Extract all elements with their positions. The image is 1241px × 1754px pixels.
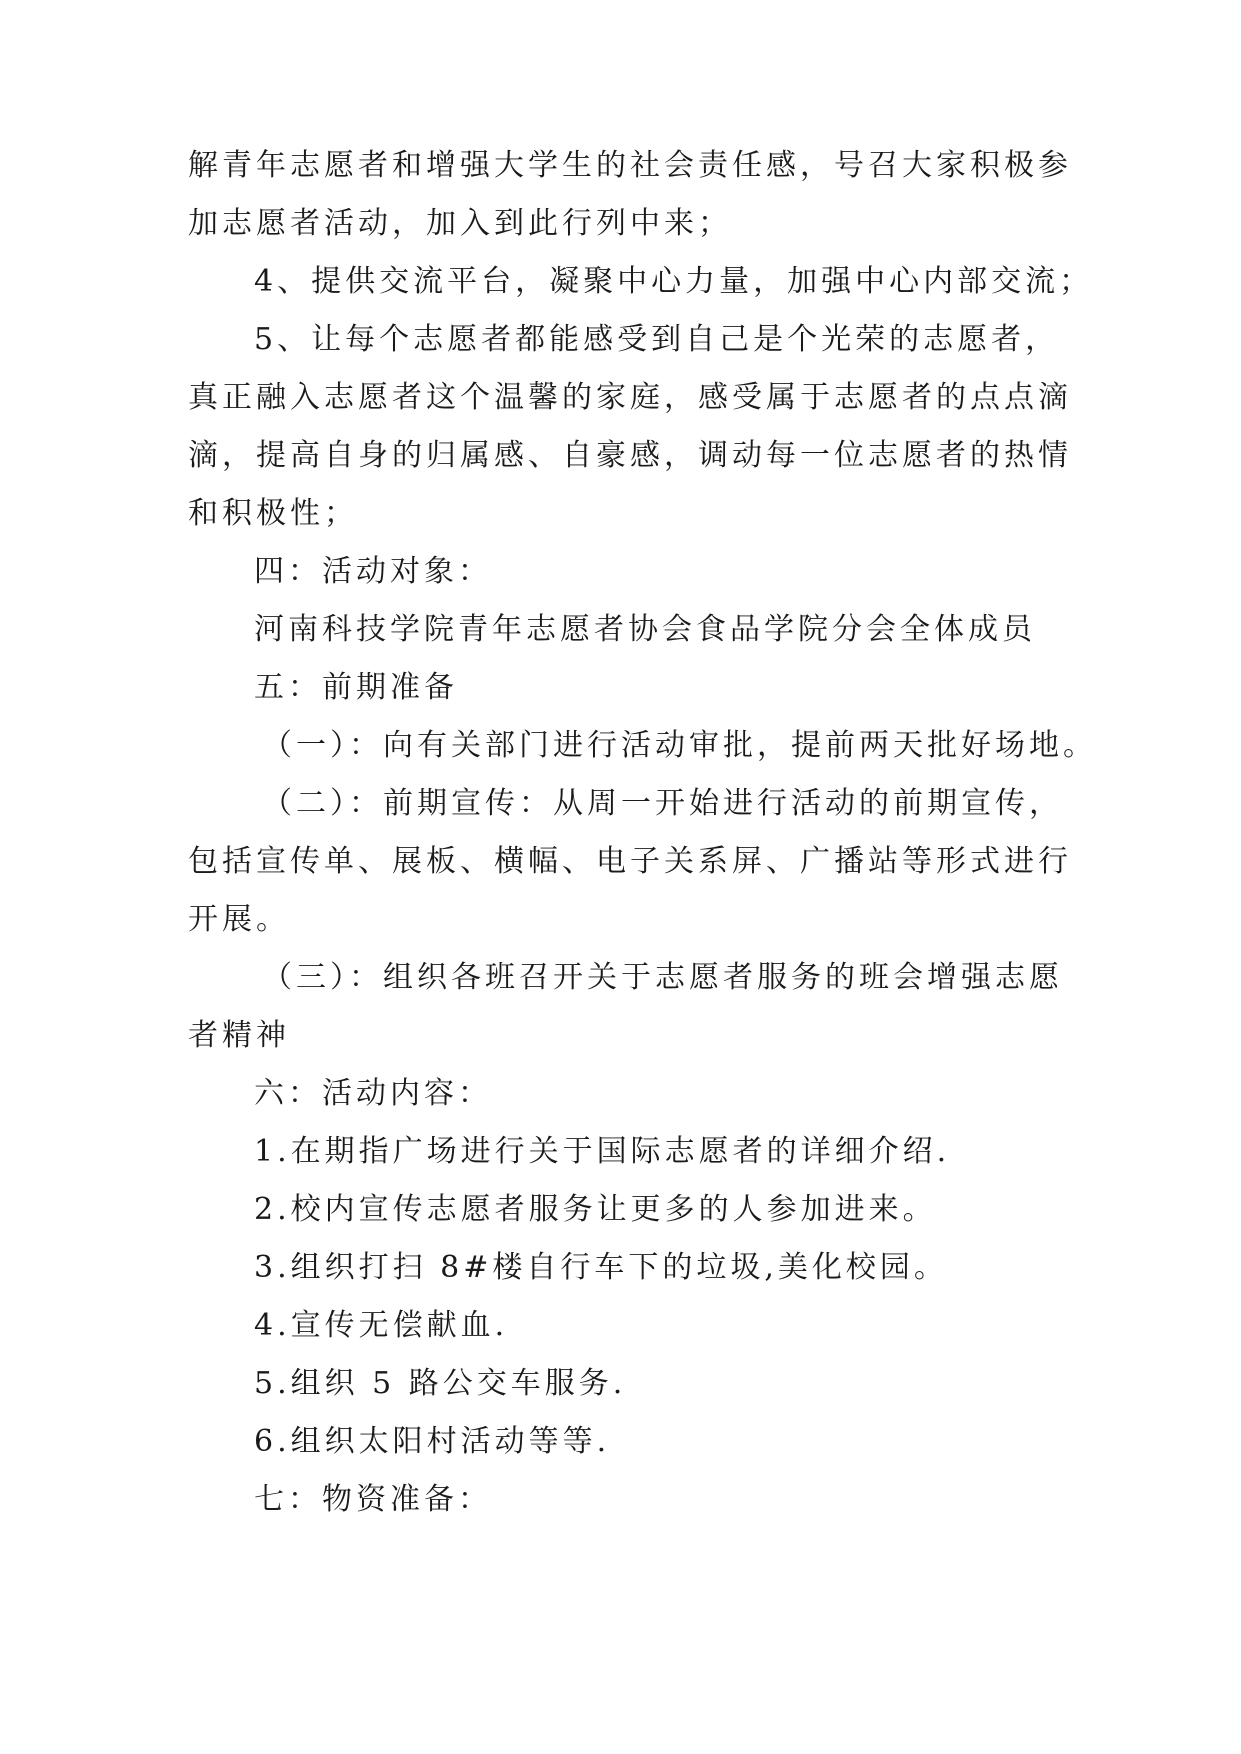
section-heading-5: 五：前期准备 bbox=[254, 670, 458, 705]
paragraph-line: 真正融入志愿者这个温馨的家庭，感受属于志愿者的点点滴 bbox=[188, 380, 1072, 415]
list-item-content-4: 4.宣传无偿献血. bbox=[254, 1308, 509, 1343]
paragraph-line: 河南科技学院青年志愿者协会食品学院分会全体成员 bbox=[254, 612, 1036, 647]
paragraph-line: 者精神 bbox=[188, 1018, 290, 1053]
list-item-content-5: 5.组织 5 路公交车服务. bbox=[254, 1366, 627, 1401]
paragraph-line: 解青年志愿者和增强大学生的社会责任感，号召大家积极参 bbox=[188, 148, 1072, 183]
list-item-4: 4、提供交流平台，凝聚中心力量，加强中心内部交流； bbox=[254, 264, 1094, 299]
list-item-content-1: 1.在期指广场进行关于国际志愿者的详细介绍. bbox=[254, 1134, 951, 1169]
section-heading-6: 六：活动内容： bbox=[254, 1076, 492, 1111]
paragraph-line: 开展。 bbox=[188, 902, 290, 937]
paragraph-line: 和积极性； bbox=[188, 496, 358, 531]
list-item-prep-3: （三）：组织各班召开关于志愿者服务的班会增强志愿 bbox=[262, 960, 1063, 995]
paragraph-line: 包括宣传单、展板、横幅、电子关系屏、广播站等形式进行 bbox=[188, 844, 1072, 879]
paragraph-line: 加志愿者活动，加入到此行列中来； bbox=[188, 206, 732, 241]
list-item-content-2: 2.校内宣传志愿者服务让更多的人参加进来。 bbox=[254, 1192, 937, 1227]
list-item-prep-1: （一）：向有关部门进行活动审批，提前两天批好场地。 bbox=[262, 728, 1097, 763]
section-heading-4: 四：活动对象： bbox=[254, 554, 492, 589]
list-item-content-6: 6.组织太阳村活动等等. bbox=[254, 1424, 611, 1459]
section-heading-7: 七：物资准备： bbox=[254, 1482, 492, 1517]
list-item-prep-2: （二）：前期宣传：从周一开始进行活动的前期宣传， bbox=[262, 786, 1063, 821]
list-item-content-3: 3.组织打扫 8#楼自行车下的垃圾,美化校园。 bbox=[254, 1250, 948, 1285]
paragraph-line: 滴，提高自身的归属感、自豪感，调动每一位志愿者的热情 bbox=[188, 438, 1072, 473]
list-item-5: 5、让每个志愿者都能感受到自己是个光荣的志愿者， bbox=[254, 322, 1060, 357]
